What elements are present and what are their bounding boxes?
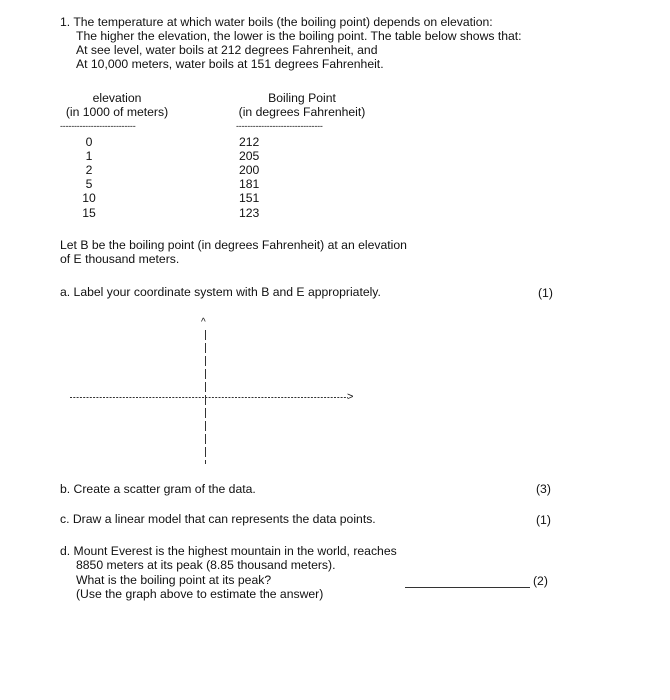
boiling-point-cell: 205 bbox=[239, 149, 260, 163]
question-b-text: b. Create a scatter gram of the data. bbox=[60, 482, 256, 496]
boiling-point-cell: 200 bbox=[239, 163, 260, 177]
intro-line-1: The higher the elevation, the lower is the boiling point. The table below shows that: bbox=[76, 29, 522, 43]
elevation-cell: 1 bbox=[85, 149, 93, 163]
boiling-point-cell: 181 bbox=[239, 177, 260, 191]
question-d-line-4: (Use the graph above to estimate the answer) bbox=[76, 587, 324, 601]
elevation-cell: 5 bbox=[85, 177, 93, 191]
boiling-point-cell: 212 bbox=[239, 135, 260, 149]
col1-header-line2: (in 1000 of meters) bbox=[65, 105, 169, 119]
question-c-points: (1) bbox=[536, 513, 551, 527]
question-d-line-1: d. Mount Everest is the highest mountain in the world, reaches bbox=[60, 544, 397, 558]
col1-header-line1: elevation bbox=[92, 91, 142, 105]
intro-line-3: At 10,000 meters, water boils at 151 degrees Fahrenheit. bbox=[76, 57, 384, 71]
col2-header-line1: Boiling Point bbox=[268, 91, 336, 105]
y-axis-arrowhead: ^ bbox=[201, 317, 206, 328]
intro-line-2: At see level, water boils at 212 degrees Fahrenheit, and bbox=[76, 43, 378, 57]
question-d-line-2: 8850 meters at its peak (8.85 thousand meters). bbox=[76, 558, 336, 572]
col2-header-line2: (in degrees Fahrenheit) bbox=[238, 105, 366, 119]
question-d-points: (2) bbox=[533, 574, 548, 588]
elevation-cell: 15 bbox=[82, 206, 96, 220]
elevation-cell: 2 bbox=[85, 163, 93, 177]
boiling-point-cell: 151 bbox=[239, 191, 260, 205]
boiling-point-cell: 123 bbox=[239, 206, 260, 220]
question-d-line-3: What is the boiling point at its peak? bbox=[76, 573, 272, 587]
elevation-cell: 0 bbox=[85, 135, 93, 149]
definition-line-2: of E thousand meters. bbox=[60, 252, 180, 266]
question-a-points: (1) bbox=[538, 286, 553, 300]
definition-line-1: Let B be the boiling point (in degrees Fahrenheit) at an elevation bbox=[60, 238, 407, 252]
problem-title: 1. The temperature at which water boils (the boiling point) depends on elevation: bbox=[60, 15, 493, 29]
col2-rule: ------------------------------- bbox=[236, 121, 323, 131]
question-c-text: c. Draw a linear model that can represents the data points. bbox=[60, 512, 376, 526]
x-axis-arrowhead: > bbox=[347, 391, 354, 403]
col1-rule: --------------------------- bbox=[60, 121, 136, 131]
answer-blank[interactable] bbox=[405, 587, 530, 588]
question-a-text: a. Label your coordinate system with B and E appropriately. bbox=[60, 285, 381, 299]
elevation-cell: 10 bbox=[82, 191, 96, 205]
question-b-points: (3) bbox=[536, 482, 551, 496]
